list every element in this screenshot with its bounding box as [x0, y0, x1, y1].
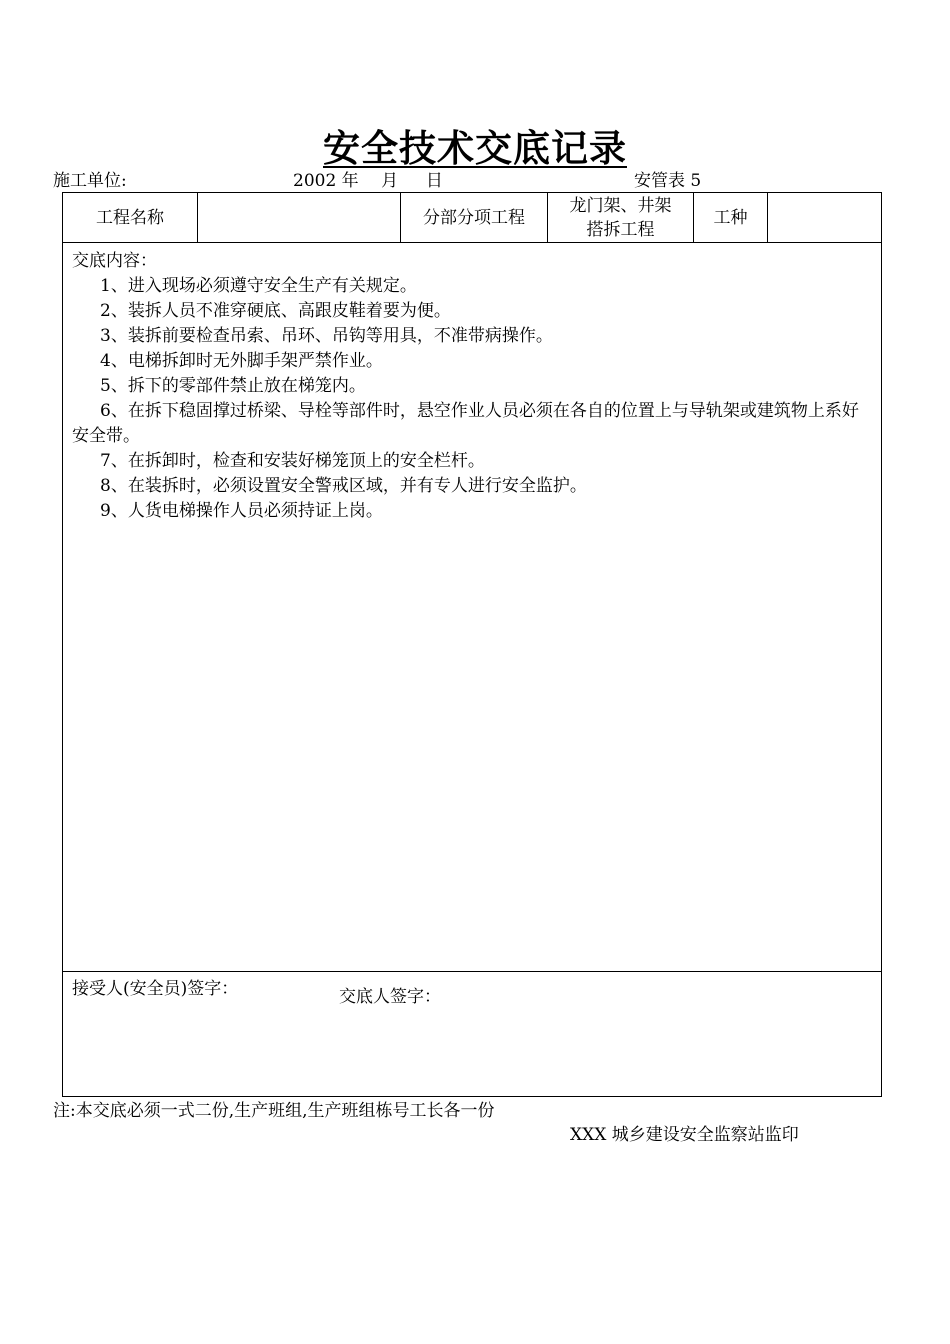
- footer-note: 注:本交底必须一式二份,生产班组,生产班组栋号工长各一份: [53, 1101, 495, 1121]
- form-number: 安管表 5: [634, 171, 702, 191]
- receiver-row: [63, 972, 882, 1097]
- trade-label: 工种: [694, 193, 768, 243]
- content-item: 2、装拆人员不准穿硬底、高跟皮鞋着要为便。: [100, 301, 451, 321]
- content-item: 5、拆下的零部件禁止放在梯笼内。: [100, 376, 366, 396]
- content-item: 8、在装拆时，必须设置安全警戒区域，并有专人进行安全监护。: [100, 476, 587, 496]
- project-name-field[interactable]: [198, 193, 401, 243]
- content-item: 6、在拆下稳固撑过桥梁、导栓等部件时，悬空作业人员必须在各自的位置上与导轨架或建筑物上系好安全带。: [72, 401, 859, 446]
- discloser-signature-label: 交底人签字：: [339, 987, 441, 1007]
- form-header-row: [63, 193, 882, 243]
- subitem-value: [548, 193, 694, 243]
- content-item: 9、人货电梯操作人员必须持证上岗。: [100, 501, 383, 521]
- subitem-label: 分部分项工程: [401, 193, 548, 243]
- disclosure-content: [63, 249, 881, 524]
- receiver-signature-cell[interactable]: [63, 972, 882, 1097]
- content-item: 1、进入现场必须遵守安全生产有关规定。: [100, 276, 417, 296]
- title-text: 安全技术交底记录: [323, 126, 627, 170]
- disclosure-form-table: [62, 192, 882, 1097]
- content-heading: 交底内容：: [72, 251, 157, 271]
- date-field: 2002 年 月 日: [293, 171, 443, 191]
- content-item: 4、电梯拆卸时无外脚手架严禁作业。: [100, 351, 383, 371]
- content-item: 3、装拆前要检查吊索、吊环、吊钩等用具，不准带病操作。: [100, 326, 553, 346]
- subitem-value-text: 龙门架、井架搭拆工程: [569, 195, 672, 240]
- content-item: 7、在拆卸时，检查和安装好梯笼顶上的安全栏杆。: [100, 451, 485, 471]
- supervision-stamp-text: XXX 城乡建设安全监察站监印: [570, 1125, 799, 1145]
- content-row: [63, 243, 882, 972]
- project-name-label: 工程名称: [63, 193, 198, 243]
- construction-unit-label: 施工单位:: [53, 171, 127, 191]
- trade-field[interactable]: [768, 193, 882, 243]
- receiver-signature-label: 接受人(安全员)签字：: [72, 979, 239, 999]
- document-title: [0, 124, 950, 172]
